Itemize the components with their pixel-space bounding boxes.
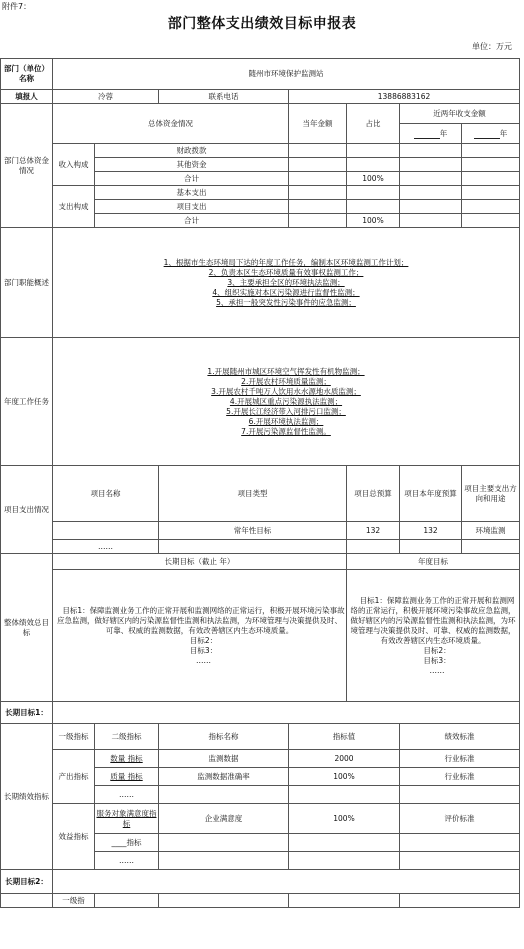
funds-recent-header: 近两年收支金额 [400,104,520,124]
project-year-budget-header: 项目本年度预算 [400,466,462,522]
long-goal-2-label: 长期目标2： [1,870,53,894]
expense-total: 合计 [95,214,289,228]
phone-label: 联系电话 [159,90,289,104]
quantity-indicator: 数量 指标 [95,750,159,768]
filler-label: 填报人 [1,90,53,104]
indicator-name-header: 指标名称 [159,724,289,750]
funds-ratio-header: 占比 [347,104,400,144]
indicator-standard-header: 绩效标准 [400,724,520,750]
goals-label: 整体绩效总目标 [1,554,53,702]
performance-form-table [0,58,520,908]
project-year-budget-value: 132 [400,522,462,540]
blank-indicator: ____指标 [95,834,159,852]
income-row: 其他资金 [95,158,289,172]
indicator-value-header: 指标值 [289,724,400,750]
function-item: 5、承担一般突发性污染事件的应急监测； [216,297,356,307]
annual-goal-text: 目标1：保障监测业务工作的正常开展和监测网络的正常运行，积极开展环境污染事故应急监测，做好辖区内的污染源监督性监测和执法监测，为环境管理与决策提供及时、可靠、权威的监测数据，有效改善辖区内生态环境质量。 目标2： 目标3： …… [347,570,520,702]
attachment-label: 附件7： [2,2,32,11]
projects-label: 项目支出情况 [1,466,53,554]
function-item: 2、负责本区生态环境质量有效事权监测工作； [208,267,364,277]
annual-tasks-label: 年度工作任务 [1,338,53,466]
indicators-label: 长期绩效指标 [1,724,53,870]
dept-name-value: 随州市环境保护监测站 [53,59,520,90]
long-goal-header: 长期目标（截止 年） [53,554,347,570]
recent-year-2: 年 [462,124,520,144]
quantity-standard: 行业标准 [400,750,520,768]
project-budget-value: 132 [347,522,400,540]
project-type-value: 常年性目标 [159,522,347,540]
effect-indicator-label: 效益指标 [53,804,95,870]
task-item: 6.开展环境执法监测； [248,416,324,426]
service-indicator: 服务对象满意度指标 [95,804,159,834]
project-name-header: 项目名称 [53,466,159,522]
task-item: 3.开展农村千吨万人饮用水水源地水质监测； [211,386,361,396]
functions-label: 部门职能概述 [1,228,53,338]
function-item: 1、根据市生态环境局下达的年度工作任务，编制本区环境监测工作计划； [163,257,409,267]
annual-tasks-content [53,338,520,466]
dept-name-label: 部门（单位）名称 [1,59,53,90]
funds-overall-header: 总体资金情况 [53,104,289,144]
output-more: …… [95,786,159,804]
task-item: 4.开展城区重点污染源执法监测； [229,396,343,406]
income-total: 合计 [95,172,289,186]
income-label: 收入构成 [53,144,95,186]
project-type-header: 项目类型 [159,466,347,522]
task-item: 5.开展长江经济带入河排污口监测； [226,406,346,416]
quality-indicator: 质量 指标 [95,768,159,786]
project-more: …… [53,540,159,554]
unit-label: 单位：万元 [472,42,512,51]
service-name: 企业满意度 [159,804,289,834]
expense-row: 项目支出 [95,200,289,214]
long-goal-1-label: 长期目标1： [1,702,53,724]
project-use-header: 项目主要支出方向和用途 [462,466,520,522]
funds-current-header: 当年金额 [289,104,347,144]
expense-total-ratio: 100% [347,214,400,228]
level1-header: 一级指标 [53,724,95,750]
form-title: 部门整体支出绩效目标申报表 [167,16,357,32]
task-item: 1.开展随州市城区环境空气挥发性有机物监测； [207,366,365,376]
funds-section-label: 部门总体资金情况 [1,104,53,228]
quality-name: 监测数据准确率 [159,768,289,786]
quality-value: 100% [289,768,400,786]
income-total-ratio: 100% [347,172,400,186]
quantity-name: 监测数据 [159,750,289,768]
income-row: 财政拨款 [95,144,289,158]
expense-row: 基本支出 [95,186,289,200]
task-item: 7.开展污染源监督性监测。 [241,426,331,436]
phone-value: 13886883162 [289,90,520,104]
filler-value: 冷蓉 [53,90,159,104]
output-indicator-label: 产出指标 [53,750,95,804]
annual-goal-header: 年度目标 [347,554,520,570]
cut-level1-header: 一级指 [53,894,95,908]
function-item: 3、主要承担全区的环境执法监测； [227,277,345,287]
recent-year-1: 年 [400,124,462,144]
project-use-value: 环境监测 [462,522,520,540]
functions-content [53,228,520,338]
service-standard: 评价标准 [400,804,520,834]
quality-standard: 行业标准 [400,768,520,786]
expense-label: 支出构成 [53,186,95,228]
effect-more: …… [95,852,159,870]
service-value: 100% [289,804,400,834]
long-goal-text: 目标1：保障监测业务工作的正常开展和监测网络的正常运行，积极开展环境污染事故应急监测，做好辖区内的污染源监督性监测和执法监测，为环境管理与决策提供及时、可靠、权威的监测数据，有效改善辖区内生态环境质量。 目标2： 目标3： …… [53,570,347,702]
level2-header: 二级指标 [95,724,159,750]
function-item: 4、组织实施对本区污染源进行监督性监测； [212,287,360,297]
quantity-value: 2000 [289,750,400,768]
task-item: 2.开展农村环境质量监测； [241,376,331,386]
project-budget-header: 项目总预算 [347,466,400,522]
